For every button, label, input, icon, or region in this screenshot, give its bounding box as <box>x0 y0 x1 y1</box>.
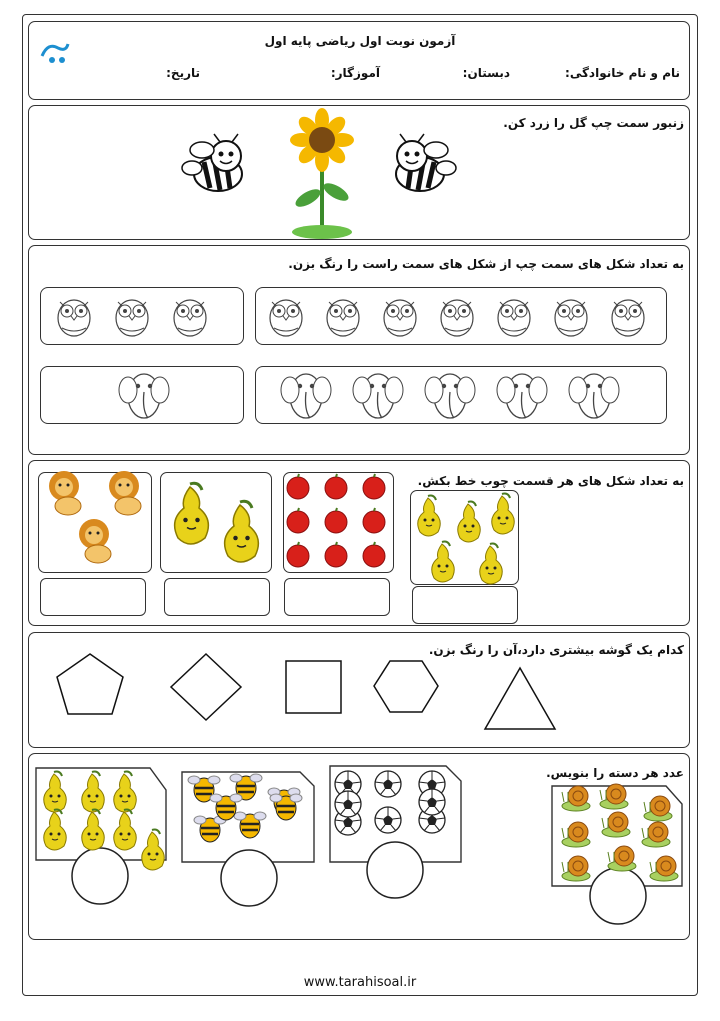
snail-icon <box>560 818 592 848</box>
school-label: دبستان: <box>462 66 510 80</box>
q1-instruction: زنبور سمت چپ گل را زرد کن. <box>503 116 684 130</box>
q5-instruction: عدد هر دسته را بنویس. <box>546 766 684 780</box>
date-label: تاریخ: <box>166 66 200 80</box>
pear-icon <box>38 806 72 852</box>
snail-icon <box>560 852 592 882</box>
teacher-label: آموزگار: <box>330 66 380 80</box>
snail-icon <box>560 782 592 812</box>
soccer-ball-icon <box>334 790 362 818</box>
snail-icon <box>640 818 672 848</box>
answer-circle-snails[interactable] <box>590 868 646 924</box>
snail-icon <box>606 842 638 872</box>
answer-circle-pears[interactable] <box>72 848 128 904</box>
answer-circle-bees[interactable] <box>221 850 277 906</box>
soccer-ball-icon <box>418 788 446 816</box>
footer-website: www.tarahisoal.ir <box>303 975 417 990</box>
pear-icon <box>136 826 170 872</box>
q4-instruction: کدام یک گوشه بیشتری دارد،آن را رنگ بزن. <box>428 643 684 657</box>
soccer-ball-icon <box>374 806 402 834</box>
snail-icon <box>598 780 630 810</box>
snail-icon <box>648 852 680 882</box>
pear-icon <box>76 806 110 852</box>
bee-icon <box>272 790 300 820</box>
name-label: نام و نام خانوادگی: <box>565 66 680 80</box>
soccer-ball-icon <box>374 770 402 798</box>
q2-instruction: به تعداد شکل های سمت چپ از شکل های سمت راست را رنگ بزن. <box>288 257 684 271</box>
answer-circle-balls[interactable] <box>367 842 423 898</box>
bee-icon <box>236 808 264 838</box>
bee-icon <box>212 790 240 820</box>
q3-instruction: به تعداد شکل های هر قسمت چوب خط بکش. <box>417 474 684 488</box>
page-title: آزمون نوبت اول ریاضی پایه اول <box>264 34 456 48</box>
snail-icon <box>600 808 632 838</box>
